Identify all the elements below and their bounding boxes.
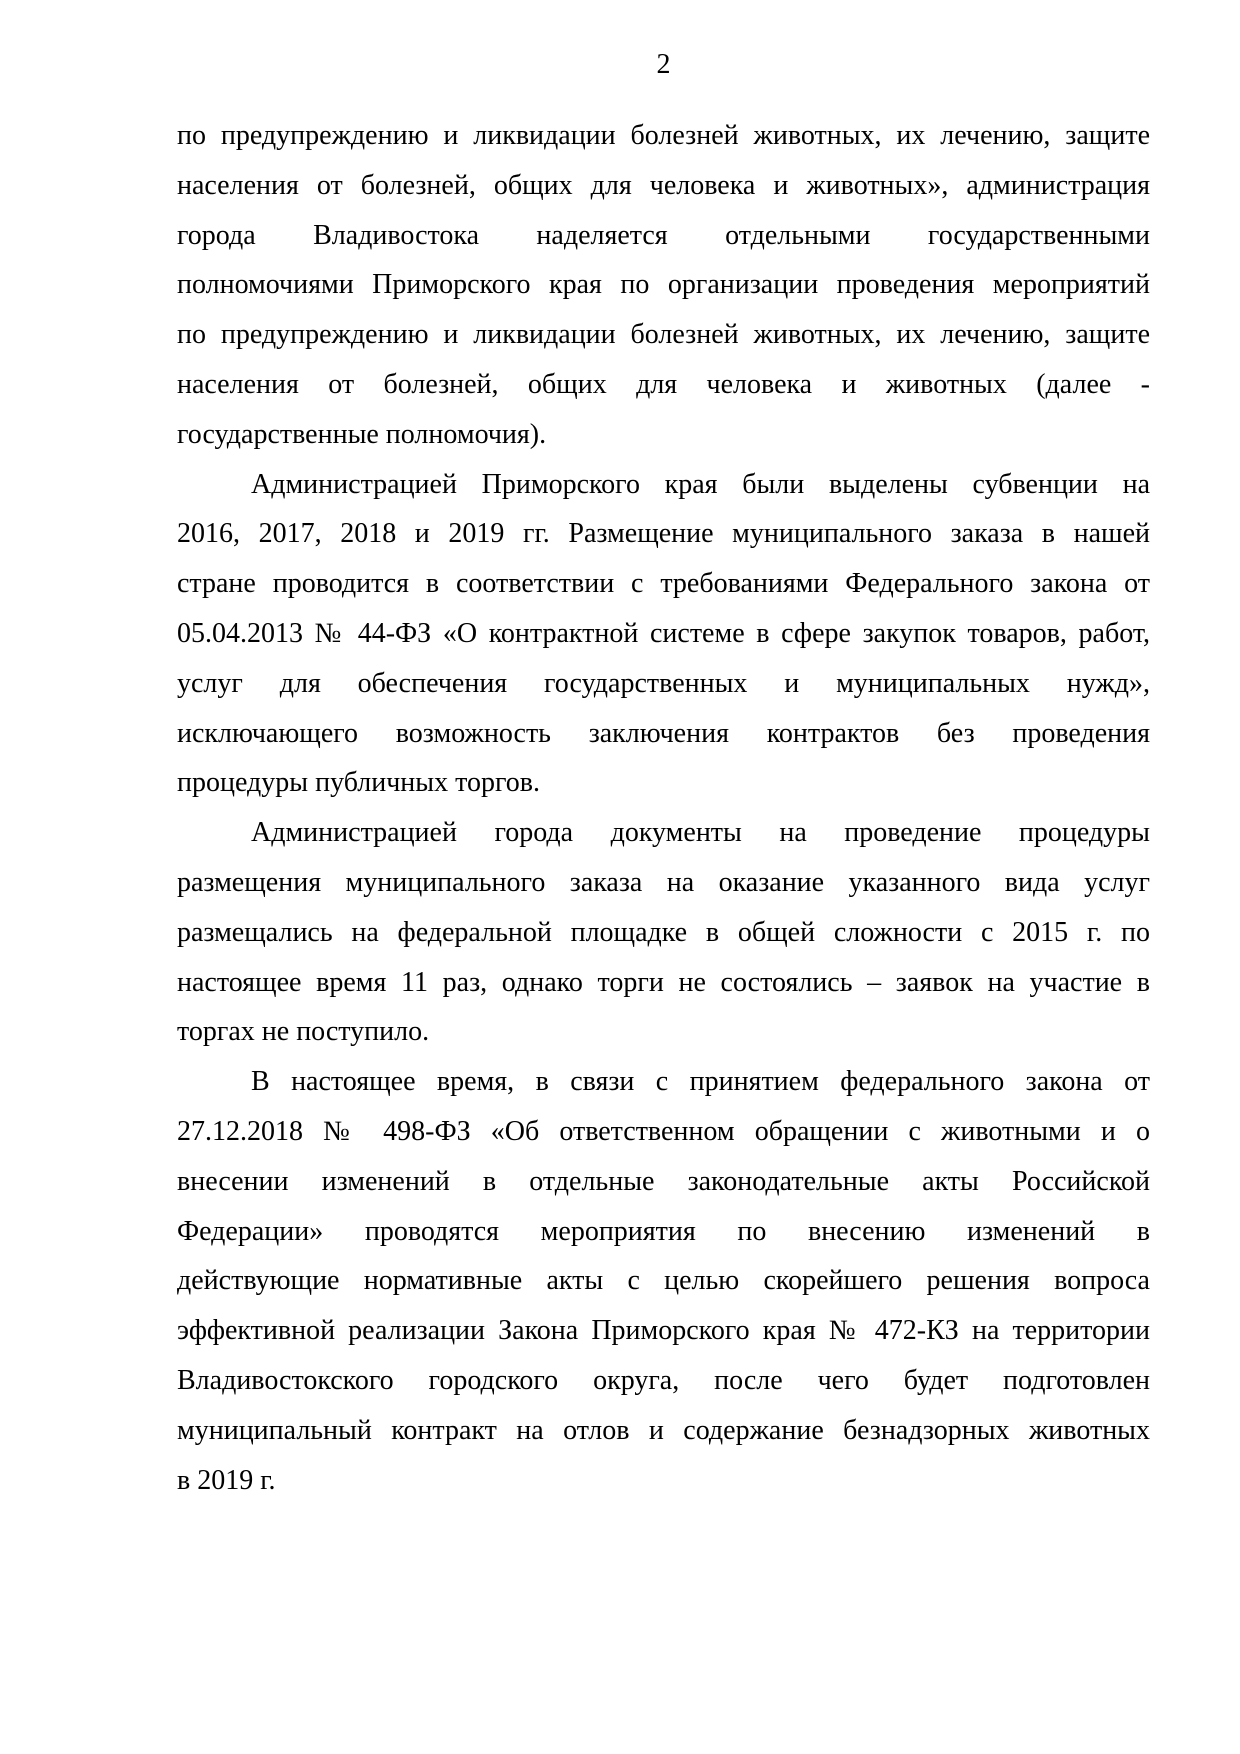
text-line: полномочиями Приморского края по организации проведения мероприятий — [177, 269, 1150, 301]
text-line: исключающего возможность заключения контрактов без проведения — [177, 717, 1150, 749]
text-line: города Владивостока наделяется отдельными государственными — [177, 219, 1150, 251]
text-line: торгах не поступило. — [177, 1016, 430, 1048]
text-line: 05.04.2013 № 44-ФЗ «О контрактной системе в сфере закупок товаров, работ, — [177, 617, 1150, 649]
text-line: эффективной реализации Закона Приморского края № 472-КЗ на территории — [177, 1315, 1150, 1347]
text-line: процедуры публичных торгов. — [177, 767, 540, 799]
text-line: Федерации» проводятся мероприятия по внесению изменений в — [177, 1215, 1150, 1247]
text-line: по предупреждению и ликвидации болезней животных, их лечению, защите — [177, 120, 1150, 151]
text-line: муниципальный контракт на отлов и содержание безнадзорных животных — [177, 1414, 1150, 1446]
page-number: 2 — [656, 49, 671, 80]
document-body — [177, 111, 1150, 1505]
text-line: населения от болезней, общих для человека и животных», администрация — [177, 169, 1150, 201]
text-line: в 2019 г. — [177, 1464, 276, 1496]
text-line: внесении изменений в отдельные законодательные акты Российской — [177, 1165, 1150, 1197]
text-line: настоящее время 11 раз, однако торги не состоялись – заявок на участие в — [177, 966, 1150, 998]
text-line: услуг для обеспечения государственных и муниципальных нужд», — [177, 667, 1150, 699]
text-line: населения от болезней, общих для человека и животных (далее - — [177, 368, 1150, 400]
text-line: Администрацией города документы на проведение процедуры — [251, 817, 1150, 849]
text-line: 27.12.2018 № 498-ФЗ «Об ответственном обращении с животными и о — [177, 1115, 1150, 1147]
text-line: Администрацией Приморского края были выделены субвенции на — [251, 468, 1150, 500]
text-line: Владивостокского городского округа, после чего будет подготовлен — [177, 1364, 1150, 1396]
text-line: размещались на федеральной площадке в общей сложности с 2015 г. по — [177, 916, 1150, 948]
text-line: государственные полномочия). — [177, 418, 547, 450]
text-line: В настоящее время, в связи с принятием федерального закона от — [251, 1066, 1150, 1098]
text-line: размещения муниципального заказа на оказание указанного вида услуг — [177, 866, 1150, 898]
text-line: стране проводится в соответствии с требованиями Федерального закона от — [177, 568, 1150, 600]
text-line: действующие нормативные акты с целью скорейшего решения вопроса — [177, 1265, 1150, 1297]
text-line: 2016, 2017, 2018 и 2019 гг. Размещение муниципального заказа в нашей — [177, 518, 1150, 550]
text-line: по предупреждению и ликвидации болезней животных, их лечению, защите — [177, 319, 1150, 351]
